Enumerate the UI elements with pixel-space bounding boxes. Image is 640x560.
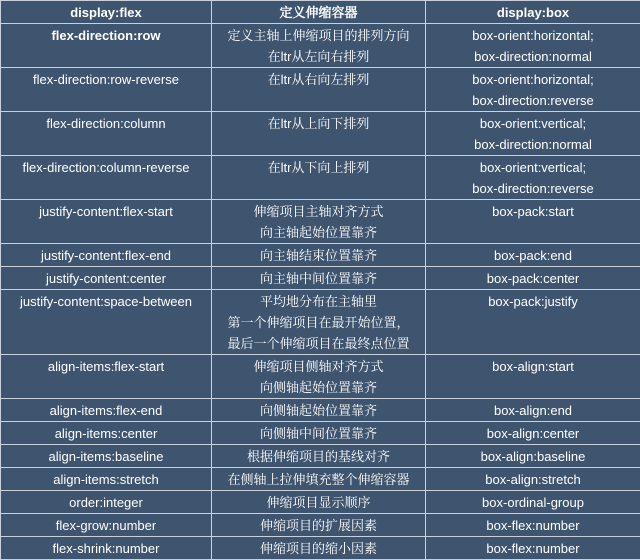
description-cell: 在ltr从下向上排列 xyxy=(212,156,426,200)
description-cell: 根据伸缩项目的基线对齐 xyxy=(212,445,426,468)
header-display-flex: display:flex xyxy=(1,1,212,24)
table-row xyxy=(1,491,640,514)
description-cell: 伸缩项目侧轴对齐方式 向侧轴起始位置靠齐 xyxy=(212,355,426,399)
box-property-cell: box-orient:horizontal; box-direction:normal xyxy=(426,24,640,68)
description-cell: 平均地分布在主轴里 第一个伸缩项目在最开始位置， 最后一个伸缩项目在最终点位置 xyxy=(212,290,426,355)
flex-property-cell: flex-direction:row xyxy=(1,24,212,68)
flex-property-cell: justify-content:flex-end xyxy=(1,244,212,267)
box-property-cell: box-pack:justify xyxy=(426,290,640,355)
table-row xyxy=(1,200,640,244)
flex-property-cell: justify-content:center xyxy=(1,267,212,290)
box-property-cell: box-orient:vertical; box-direction:reverse xyxy=(426,156,640,200)
box-property-cell: box-flex:number xyxy=(426,514,640,537)
table-row xyxy=(1,24,640,68)
box-property-cell: box-orient:vertical; box-direction:normal xyxy=(426,112,640,156)
table-row xyxy=(1,112,640,156)
box-property-cell: box-pack:end xyxy=(426,244,640,267)
description-cell: 在ltr从上向下排列 xyxy=(212,112,426,156)
flex-property-cell: align-items:flex-end xyxy=(1,399,212,422)
flex-property-cell: justify-content:flex-start xyxy=(1,200,212,244)
flex-property-cell: flex-direction:row-reverse xyxy=(1,68,212,112)
flex-property-cell: justify-content:space-between xyxy=(1,290,212,355)
table-row xyxy=(1,514,640,537)
description-cell: 伸缩项目主轴对齐方式 向主轴起始位置靠齐 xyxy=(212,200,426,244)
box-property-cell: box-align:end xyxy=(426,399,640,422)
description-cell: 在侧轴上拉伸填充整个伸缩容器 xyxy=(212,468,426,491)
flex-property-cell: flex-shrink:number xyxy=(1,537,212,560)
header-definition: 定义伸缩容器 xyxy=(212,1,426,24)
flex-property-cell: flex-grow:number xyxy=(1,514,212,537)
table-row xyxy=(1,537,640,560)
box-property-cell: box-orient:horizontal; box-direction:reverse xyxy=(426,68,640,112)
description-cell: 伸缩项目显示顺序 xyxy=(212,491,426,514)
description-cell: 向主轴结束位置靠齐 xyxy=(212,244,426,267)
description-cell: 定义主轴上伸缩项目的排列方向 在ltr从左向右排列 xyxy=(212,24,426,68)
description-cell: 伸缩项目的扩展因素 xyxy=(212,514,426,537)
table-row xyxy=(1,267,640,290)
table-row xyxy=(1,290,640,355)
box-property-cell: box-align:stretch xyxy=(426,468,640,491)
flex-property-cell: flex-direction:column xyxy=(1,112,212,156)
box-property-cell: box-ordinal-group xyxy=(426,491,640,514)
flex-property-cell: align-items:baseline xyxy=(1,445,212,468)
flex-property-cell: align-items:stretch xyxy=(1,468,212,491)
flex-property-cell: align-items:center xyxy=(1,422,212,445)
box-property-cell: box-align:baseline xyxy=(426,445,640,468)
table-row xyxy=(1,244,640,267)
header-display-box: display:box xyxy=(426,1,640,24)
table-row xyxy=(1,468,640,491)
description-cell: 向主轴中间位置靠齐 xyxy=(212,267,426,290)
description-cell: 向侧轴中间位置靠齐 xyxy=(212,422,426,445)
table-row xyxy=(1,445,640,468)
header-row xyxy=(1,1,640,24)
table-row xyxy=(1,156,640,200)
table-row xyxy=(1,422,640,445)
box-property-cell: box-align:start xyxy=(426,355,640,399)
box-property-cell: box-pack:start xyxy=(426,200,640,244)
box-property-cell: box-align:center xyxy=(426,422,640,445)
description-cell: 在ltr从右向左排列 xyxy=(212,68,426,112)
flex-property-cell: align-items:flex-start xyxy=(1,355,212,399)
table-row xyxy=(1,399,640,422)
box-property-cell: box-pack:center xyxy=(426,267,640,290)
flex-property-cell: order:integer xyxy=(1,491,212,514)
flex-property-cell: flex-direction:column-reverse xyxy=(1,156,212,200)
description-cell: 向侧轴起始位置靠齐 xyxy=(212,399,426,422)
box-property-cell: box-flex:number xyxy=(426,537,640,560)
description-cell: 伸缩项目的缩小因素 xyxy=(212,537,426,560)
table-row xyxy=(1,355,640,399)
table-row xyxy=(1,68,640,112)
